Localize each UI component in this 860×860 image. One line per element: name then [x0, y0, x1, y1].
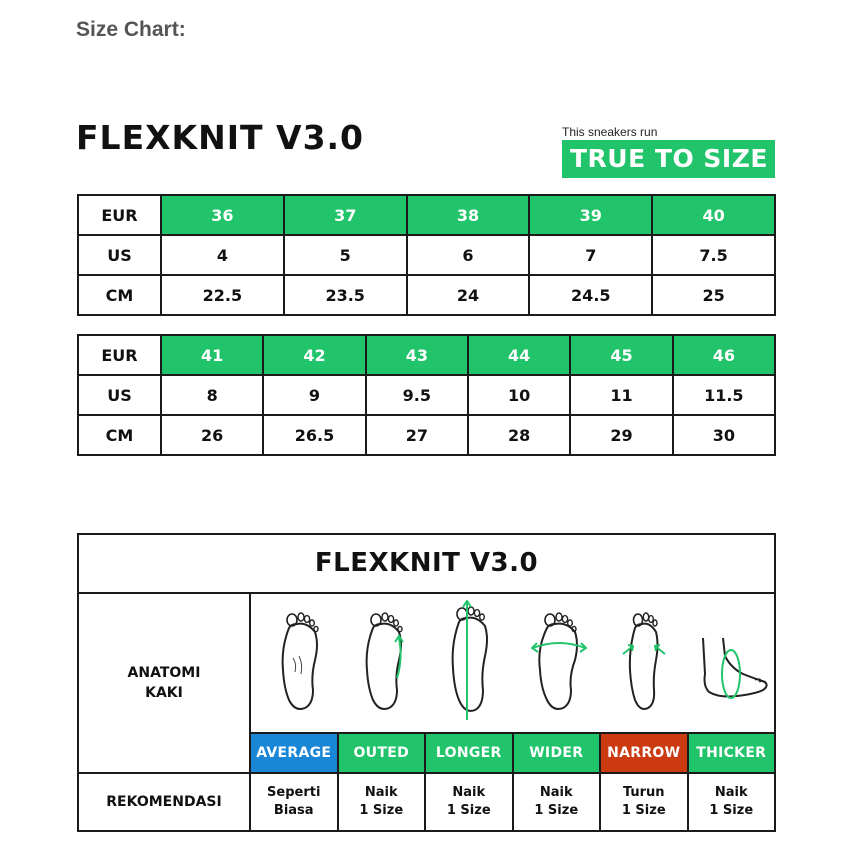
- eur-cell: 41: [161, 335, 263, 375]
- recommendation-wider: [514, 774, 602, 830]
- category-thicker: THICKER: [689, 734, 775, 772]
- us-cell: 7.5: [652, 235, 775, 275]
- us-cell: 11.5: [673, 375, 775, 415]
- cm-cell: 22.5: [161, 275, 284, 315]
- us-cell: 11: [570, 375, 672, 415]
- row-label-eur: EUR: [78, 335, 161, 375]
- recommendation-label: REKOMENDASI: [79, 774, 251, 830]
- category-narrow: NARROW: [601, 734, 689, 772]
- eur-cell: 36: [161, 195, 284, 235]
- us-cell: 8: [161, 375, 263, 415]
- us-cell: 5: [284, 235, 407, 275]
- size-table-1: [77, 194, 776, 316]
- size-table-2: [77, 334, 776, 456]
- recommendation-row: [79, 772, 774, 830]
- recommendation-line1: Naik: [452, 785, 486, 800]
- eur-cell: 43: [366, 335, 468, 375]
- foot-average-icon: [275, 608, 325, 718]
- anatomy-title: FLEXKNIT V3.0: [79, 535, 774, 594]
- category-outed: OUTED: [339, 734, 427, 772]
- cm-cell: 24: [407, 275, 530, 315]
- anatomy-label: [79, 594, 251, 772]
- cm-cell: 28: [468, 415, 570, 455]
- row-label-cm: CM: [78, 415, 161, 455]
- recommendation-line1: Naik: [539, 785, 573, 800]
- fit-caption: This sneakers run: [562, 125, 658, 139]
- anatomy-label-line2: KAKI: [145, 685, 183, 701]
- row-label-us: US: [78, 375, 161, 415]
- recommendation-line1: Seperti: [267, 785, 321, 800]
- us-cell: 9.5: [366, 375, 468, 415]
- recommendation-line1: Naik: [364, 785, 398, 800]
- recommendation-line1: Turun: [622, 785, 665, 800]
- eur-row: [78, 195, 775, 235]
- product-title: FLEXKNIT V3.0: [76, 118, 365, 157]
- recommendation-narrow: [601, 774, 689, 830]
- cm-cell: 26.5: [263, 415, 365, 455]
- cm-cell: 23.5: [284, 275, 407, 315]
- eur-cell: 39: [529, 195, 652, 235]
- category-longer: LONGER: [426, 734, 514, 772]
- us-cell: 7: [529, 235, 652, 275]
- cm-cell: 27: [366, 415, 468, 455]
- us-row: [78, 375, 775, 415]
- eur-cell: 44: [468, 335, 570, 375]
- cm-cell: 24.5: [529, 275, 652, 315]
- cm-cell: 25: [652, 275, 775, 315]
- cm-row: [78, 415, 775, 455]
- category-row: [251, 732, 774, 772]
- recommendation-outed: [339, 774, 427, 830]
- category-average: AVERAGE: [251, 734, 339, 772]
- cm-cell: 30: [673, 415, 775, 455]
- recommendation-thicker: [689, 774, 775, 830]
- foot-illustrations: [251, 594, 774, 732]
- size-chart-heading: Size Chart:: [76, 18, 186, 41]
- recommendation-line2: 1 Size: [621, 803, 666, 818]
- row-label-cm: CM: [78, 275, 161, 315]
- recommendation-line2: 1 Size: [359, 803, 404, 818]
- cm-cell: 26: [161, 415, 263, 455]
- foot-longer-icon: [445, 600, 495, 722]
- eur-cell: 40: [652, 195, 775, 235]
- us-cell: 4: [161, 235, 284, 275]
- recommendation-longer: [426, 774, 514, 830]
- cm-row: [78, 275, 775, 315]
- row-label-eur: EUR: [78, 195, 161, 235]
- foot-outed-icon: [359, 608, 409, 718]
- eur-row: [78, 335, 775, 375]
- recommendation-average: [251, 774, 339, 830]
- foot-narrow-icon: [619, 608, 669, 718]
- anatomy-label-line1: ANATOMI: [127, 665, 201, 681]
- eur-cell: 38: [407, 195, 530, 235]
- eur-cell: 37: [284, 195, 407, 235]
- true-to-size-badge: TRUE TO SIZE: [562, 140, 775, 178]
- row-label-us: US: [78, 235, 161, 275]
- us-cell: 10: [468, 375, 570, 415]
- foot-wider-icon: [531, 608, 589, 718]
- cm-cell: 29: [570, 415, 672, 455]
- eur-cell: 42: [263, 335, 365, 375]
- us-row: [78, 235, 775, 275]
- recommendation-line1: Naik: [714, 785, 748, 800]
- recommendation-line2: 1 Size: [534, 803, 579, 818]
- recommendation-line2: 1 Size: [446, 803, 491, 818]
- recommendation-line2: Biasa: [273, 803, 314, 818]
- us-cell: 6: [407, 235, 530, 275]
- eur-cell: 46: [673, 335, 775, 375]
- foot-anatomy-table: [77, 533, 776, 832]
- us-cell: 9: [263, 375, 365, 415]
- eur-cell: 45: [570, 335, 672, 375]
- category-wider: WIDER: [514, 734, 602, 772]
- foot-thicker-icon: [697, 634, 771, 714]
- recommendation-line2: 1 Size: [709, 803, 754, 818]
